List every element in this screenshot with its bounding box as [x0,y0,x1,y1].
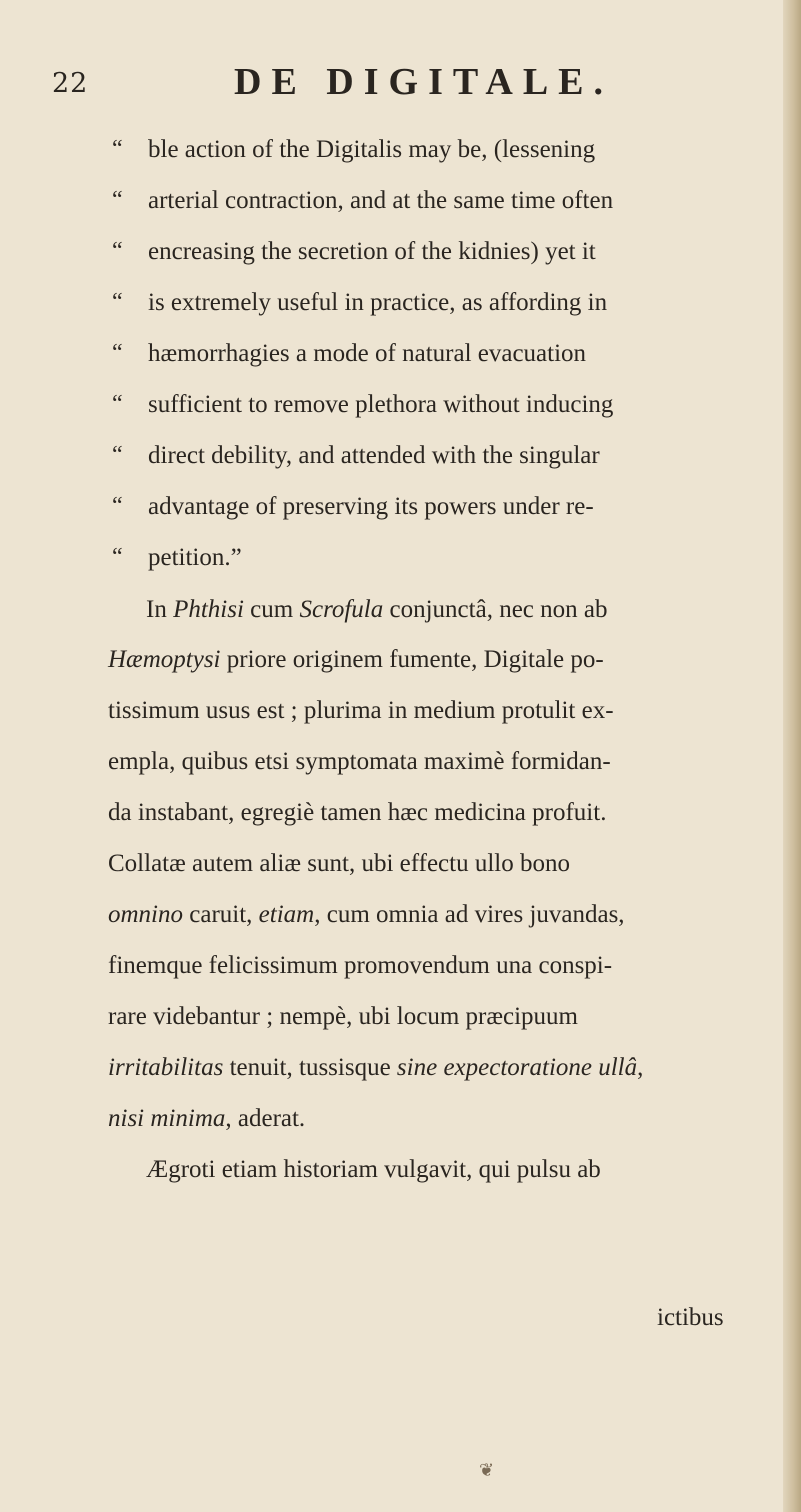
text-run: cum [243,596,300,623]
text-run: , [637,1054,644,1081]
italic-term: etiam [258,901,315,928]
catchword: ictibus [657,1304,724,1331]
text-run: In [146,596,174,623]
text-run: , aderat. [225,1105,306,1132]
paragraph-line: da instabant, egregiè tamen hæc medicina profuit. [108,799,607,826]
text-run: caruit, [183,901,259,928]
paragraph-line [108,646,604,674]
quote-line-text: petition.” [148,544,242,571]
printer-ornament-icon: ❦ [479,1460,495,1481]
text-run: , cum omnia ad vires juvandas, [314,901,625,928]
quote-line-text: arterial contraction, and at the same time often [148,187,614,214]
text-run: conjunctâ, nec non ab [383,596,608,623]
paragraph-line: tissimum usus est ; plurima in medium protulit ex- [108,697,614,724]
quote-line-text: direct debility, and attended with the singular [148,442,600,469]
italic-term: Phthisi [173,596,244,623]
quote-mark: “ [112,493,123,519]
quote-mark: “ [112,442,123,468]
italic-term: Hæmoptysi [108,646,221,673]
text-run: priore originem fumente, Digitale po- [220,646,604,673]
paragraph-line: Collatæ autem aliæ sunt, ubi effectu ullo bono [108,850,570,877]
paragraph-line [108,901,625,929]
text-run: tenuit, tussisque [223,1054,397,1081]
italic-term: sine expectoratione ullâ [396,1054,638,1081]
paragraph-line [108,1054,643,1082]
quote-line-text: is extremely useful in practice, as affording in [148,289,608,316]
paragraph-line: finemque felicissimum promovendum una conspi- [108,952,613,979]
quote-mark: “ [112,136,123,162]
paragraph-line: rare videbantur ; nempè, ubi locum præcipuum [108,1003,579,1030]
quote-mark: “ [112,544,123,570]
quote-line-text: ble action of the Digitalis may be, (lessening [148,136,596,163]
quote-mark: “ [112,289,123,315]
quote-mark: “ [112,187,123,213]
italic-term: Scrofula [299,596,384,623]
running-title: DE DIGITALE. [234,61,614,103]
quote-line-text: sufficient to remove plethora without inducing [148,391,614,418]
page-number: 22 [52,68,89,99]
page-edge [783,0,801,1512]
quote-mark: “ [112,391,123,417]
quote-line-text: advantage of preserving its powers under re- [148,493,594,520]
paragraph-line: Ægroti etiam historiam vulgavit, qui pulsu ab [146,1156,601,1183]
italic-term: omnino [108,901,183,928]
italic-term: irritabilitas [108,1054,224,1081]
paragraph-line [108,1105,305,1133]
quote-line-text: hæmorrhagies a mode of natural evacuation [148,340,587,367]
paragraph-line [146,596,607,624]
quote-mark: “ [112,340,123,366]
italic-term: nisi minima [108,1105,226,1132]
paragraph-line: empla, quibus etsi symptomata maximè formidan- [108,748,611,775]
quote-mark: “ [112,238,123,264]
quote-line-text: encreasing the secretion of the kidnies) yet it [148,238,596,265]
